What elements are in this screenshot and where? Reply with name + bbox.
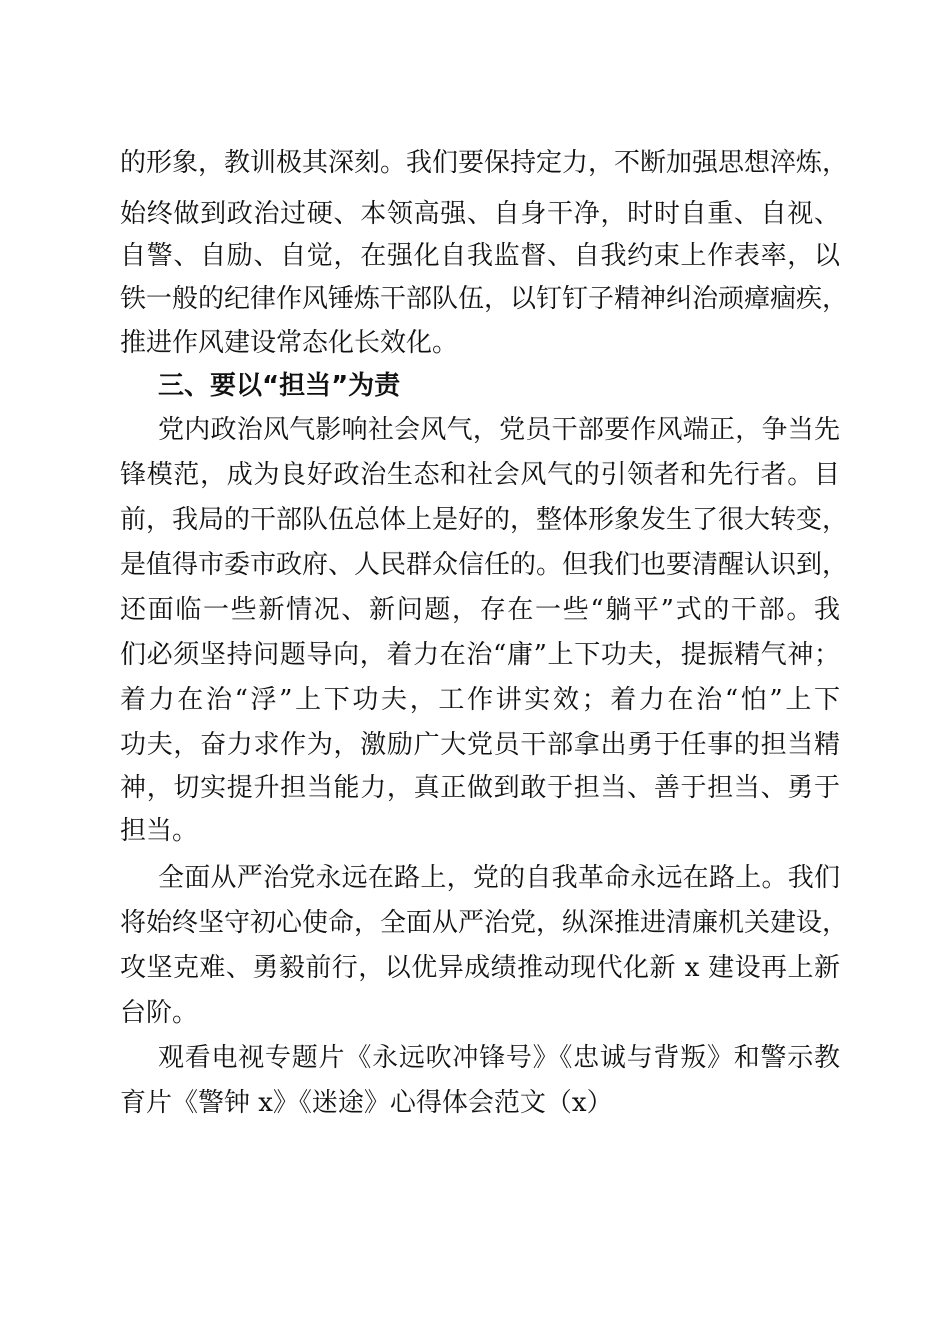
- paragraph-line: 铁一般的纪律作风锤炼干部队伍，以钉钉子精神纠治顽瘴痼疾，: [120, 284, 849, 314]
- paragraph-line: 前，我局的干部队伍总体上是好的，整体形象发生了很大转变，: [120, 505, 849, 535]
- paragraph-line: 还面临一些新情况、新问题，存在一些“躺平”式的干部。我: [120, 595, 840, 625]
- paragraph-line: 始终做到政治过硬、本领高强、自身干净，时时自重、自视、: [120, 199, 840, 229]
- paragraph-line: 党内政治风气影响社会风气，党员干部要作风端正，争当先: [158, 415, 840, 445]
- paragraph-line: 全面从严治党永远在路上，党的自我革命永远在路上。我们: [158, 863, 840, 893]
- paragraph-line: 将始终坚守初心使命，全面从严治党，纵深推进清廉机关建设，: [120, 908, 849, 938]
- paragraph-line: 锋模范，成为良好政治生态和社会风气的引领者和先行者。目: [120, 460, 840, 490]
- paragraph-line: 台阶。: [120, 998, 199, 1028]
- paragraph-line: 担当。: [120, 816, 199, 846]
- paragraph-line: 着力在治“浮”上下功夫，工作讲实效；着力在治“怕”上下: [120, 685, 840, 715]
- paragraph-line: 育片《警钟 x》《迷途》心得体会范文（x）: [120, 1088, 613, 1118]
- paragraph-line: 推进作风建设常态化长效化。: [120, 328, 459, 358]
- paragraph-line: 功夫，奋力求作为，激励广大党员干部拿出勇于任事的担当精: [120, 730, 840, 760]
- paragraph-line: 自警、自励、自觉，在强化自我监督、自我约束上作表率，以: [120, 241, 840, 271]
- paragraph-line: 攻坚克难、勇毅前行，以优异成绩推动现代化新 x 建设再上新: [120, 953, 840, 983]
- section-heading: 三、要以“担当”为责: [158, 371, 401, 401]
- paragraph-line: 们必须坚持问题导向，着力在治“庸”上下功夫，提振精气神；: [120, 640, 840, 670]
- paragraph-line: 观看电视专题片《永远吹冲锋号》《忠诚与背叛》和警示教: [158, 1043, 840, 1073]
- paragraph-line: 是值得市委市政府、人民群众信任的。但我们也要清醒认识到，: [120, 550, 849, 580]
- paragraph-line: 神，切实提升担当能力，真正做到敢于担当、善于担当、勇于: [120, 773, 840, 803]
- paragraph-line: 的形象，教训极其深刻。我们要保持定力，不断加强思想淬炼，: [120, 148, 849, 178]
